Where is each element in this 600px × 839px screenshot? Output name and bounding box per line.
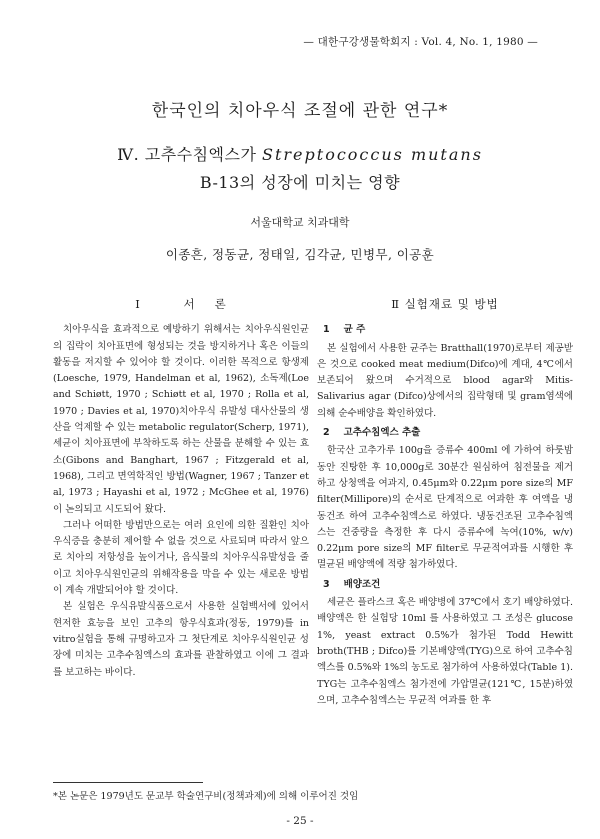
subsection-number: 3 bbox=[323, 578, 344, 590]
extraction-paragraph: 한국산 고추가루 100g을 증류수 400ml 에 가하여 하룻밤동안 진탕한 후 10,000g로 30분간 원심하여 침전물을 제거하고 상청액을 여과지, 0.45μm와 0.22μm pore size의 MF filter(Millipore)의 순서로 단계적으로 여과한 후 여액을 냉동건조 하여 고추수침엑스로 하였다. 냉동건조된 고추수침엑스는 건중량을 측정한 후 다시 증류수에 녹여(10%, w/v) 0.22μm pore size의 MF filter로 무균적여과를 시행한 후 멸균된 배양액에 적량 첨가하였다. bbox=[317, 445, 573, 571]
subsection-number: 2 bbox=[323, 427, 344, 439]
subsection-title: 고추수침엑스 추출 bbox=[343, 427, 421, 439]
footnote-divider bbox=[53, 782, 203, 783]
subsection-number: 1 bbox=[323, 324, 344, 336]
author-list: 이종흔, 정동균, 정태일, 김각균, 민병무, 이공훈 bbox=[165, 247, 435, 262]
heading-number: Ⅰ 서 bbox=[135, 297, 215, 311]
paper-subtitle-line1 bbox=[0, 142, 600, 165]
left-column bbox=[53, 296, 309, 681]
subsection-heading-strain bbox=[323, 322, 573, 338]
affiliation: 서울대학교 치과대학 bbox=[250, 216, 350, 229]
subsection-title: 균 주 bbox=[343, 324, 366, 336]
subtitle-organism: Streptococcus mutans bbox=[262, 145, 483, 164]
section-heading-methods: Ⅱ 실험재료 및 방법 bbox=[391, 297, 499, 311]
right-column bbox=[317, 296, 573, 709]
paper-subtitle-line2: B-13의 성장에 미치는 영향 bbox=[199, 173, 401, 192]
strain-paragraph: 본 실험에서 사용한 균주는 Bratthall(1970)로부터 제공받은 것으로 cooked meat medium(Difco)에 계대, 4℃에서 보존되어 왔으며 수거적으로 blood agar와 Mitis-Salivarius agar (Difco)상에서의 집락형태 및 gram염색에 의해 순수배양을 확인하였다. bbox=[317, 342, 573, 419]
section-heading-introduction bbox=[53, 296, 309, 312]
intro-paragraph-3: 본 실험은 우식유발식품으로서 사용한 실험백서에 있어서 현저한 효능을 보인 고추의 항우식효과(정동, 1979)를 in vitro실험을 통해 규명하고자 그 첫단계로 치아우식원인균 성장에 미치는 고추수침엑스의 효과를 관찰하였고 이에 그 결과를 보고하는 바이다. bbox=[53, 601, 309, 678]
footnote: *본 논문은 1979년도 문교부 학술연구비(정책과제)에 의해 이루어진 것임 bbox=[53, 791, 359, 802]
page-number: - 25 - bbox=[286, 815, 314, 827]
subtitle-prefix: Ⅳ. 고추수침엑스가 bbox=[117, 145, 263, 164]
subsection-title: 배양조건 bbox=[343, 578, 381, 590]
heading-word: 론 bbox=[214, 297, 227, 311]
intro-paragraph-1: 치아우식을 효과적으로 예방하기 위해서는 치아우식원인균의 집락이 치아표면에 형성되는 것을 방지하거나 혹은 이들의 활동을 저지할 수 있어야 할 것이다. 이러한 목적으로 항생제(Loesche, 1979, Handelman et al, 1962), 소독제(Loe and Schiøtt, 1970 ; Schiøtt et al, 1970 ; Rolla et al, 1970 ; Davies et al, 1970)치아우식 유발성 대사산물의 생산을 억제할 수 있는 metabolic regulator(Scherp, 1971), 세균이 치아표면에 부착하도록 하는 산물을 분해할 수 있는 효소(Gibons and Banghart, 1967 ; Fitzgerald et al, 1968), 그리고 면역학적인 방법(Wagner, 1967 ; Tanzer et al, 1973 ; Hayashi et al, 1972 ; McGhee et al, 1976) 이 논의되고 시도되어 왔다. bbox=[53, 324, 309, 515]
subsection-heading-extraction bbox=[323, 425, 573, 441]
paper-title: 한국인의 치아우식 조절에 관한 연구* bbox=[151, 101, 449, 121]
subsection-heading-culture bbox=[323, 577, 573, 593]
culture-paragraph: 세균은 플라스크 혹은 배양병에 37℃에서 호기 배양하였다. 배양액은 한 실험당 10ml 를 사용하였고 그 조성은 glucose 1%, yeast extract 0.5%가 첨가된 Todd Hewitt broth(THB ; Difco)를 기본배양액(TYG)으로 하여 고추수침엑스를 0.5%와 1%의 농도로 첨가하여 사용하였다(Table 1). TYG는 고추수침엑스 첨가전에 가압멸균(121℃, 15분)하였으며, 고추수침엑스는 무균적 여과를 한 후 bbox=[317, 597, 573, 706]
journal-header: — 대한구강생물학회지 : Vol. 4, No. 1, 1980 — bbox=[303, 36, 538, 48]
intro-paragraph-2: 그러나 어떠한 방법만으로는 여러 요인에 의한 질환인 치아우식증을 충분히 제어할 수 없을 것으로 사료되며 따라서 앞으로 치아의 저항성을 높이거나, 음식물의 치아우식유발성을 줄이고 치아우식원인균의 위해작용을 막을 수 있는 새로운 방법이 계속 개발되어야 할 것이다. bbox=[53, 519, 309, 597]
